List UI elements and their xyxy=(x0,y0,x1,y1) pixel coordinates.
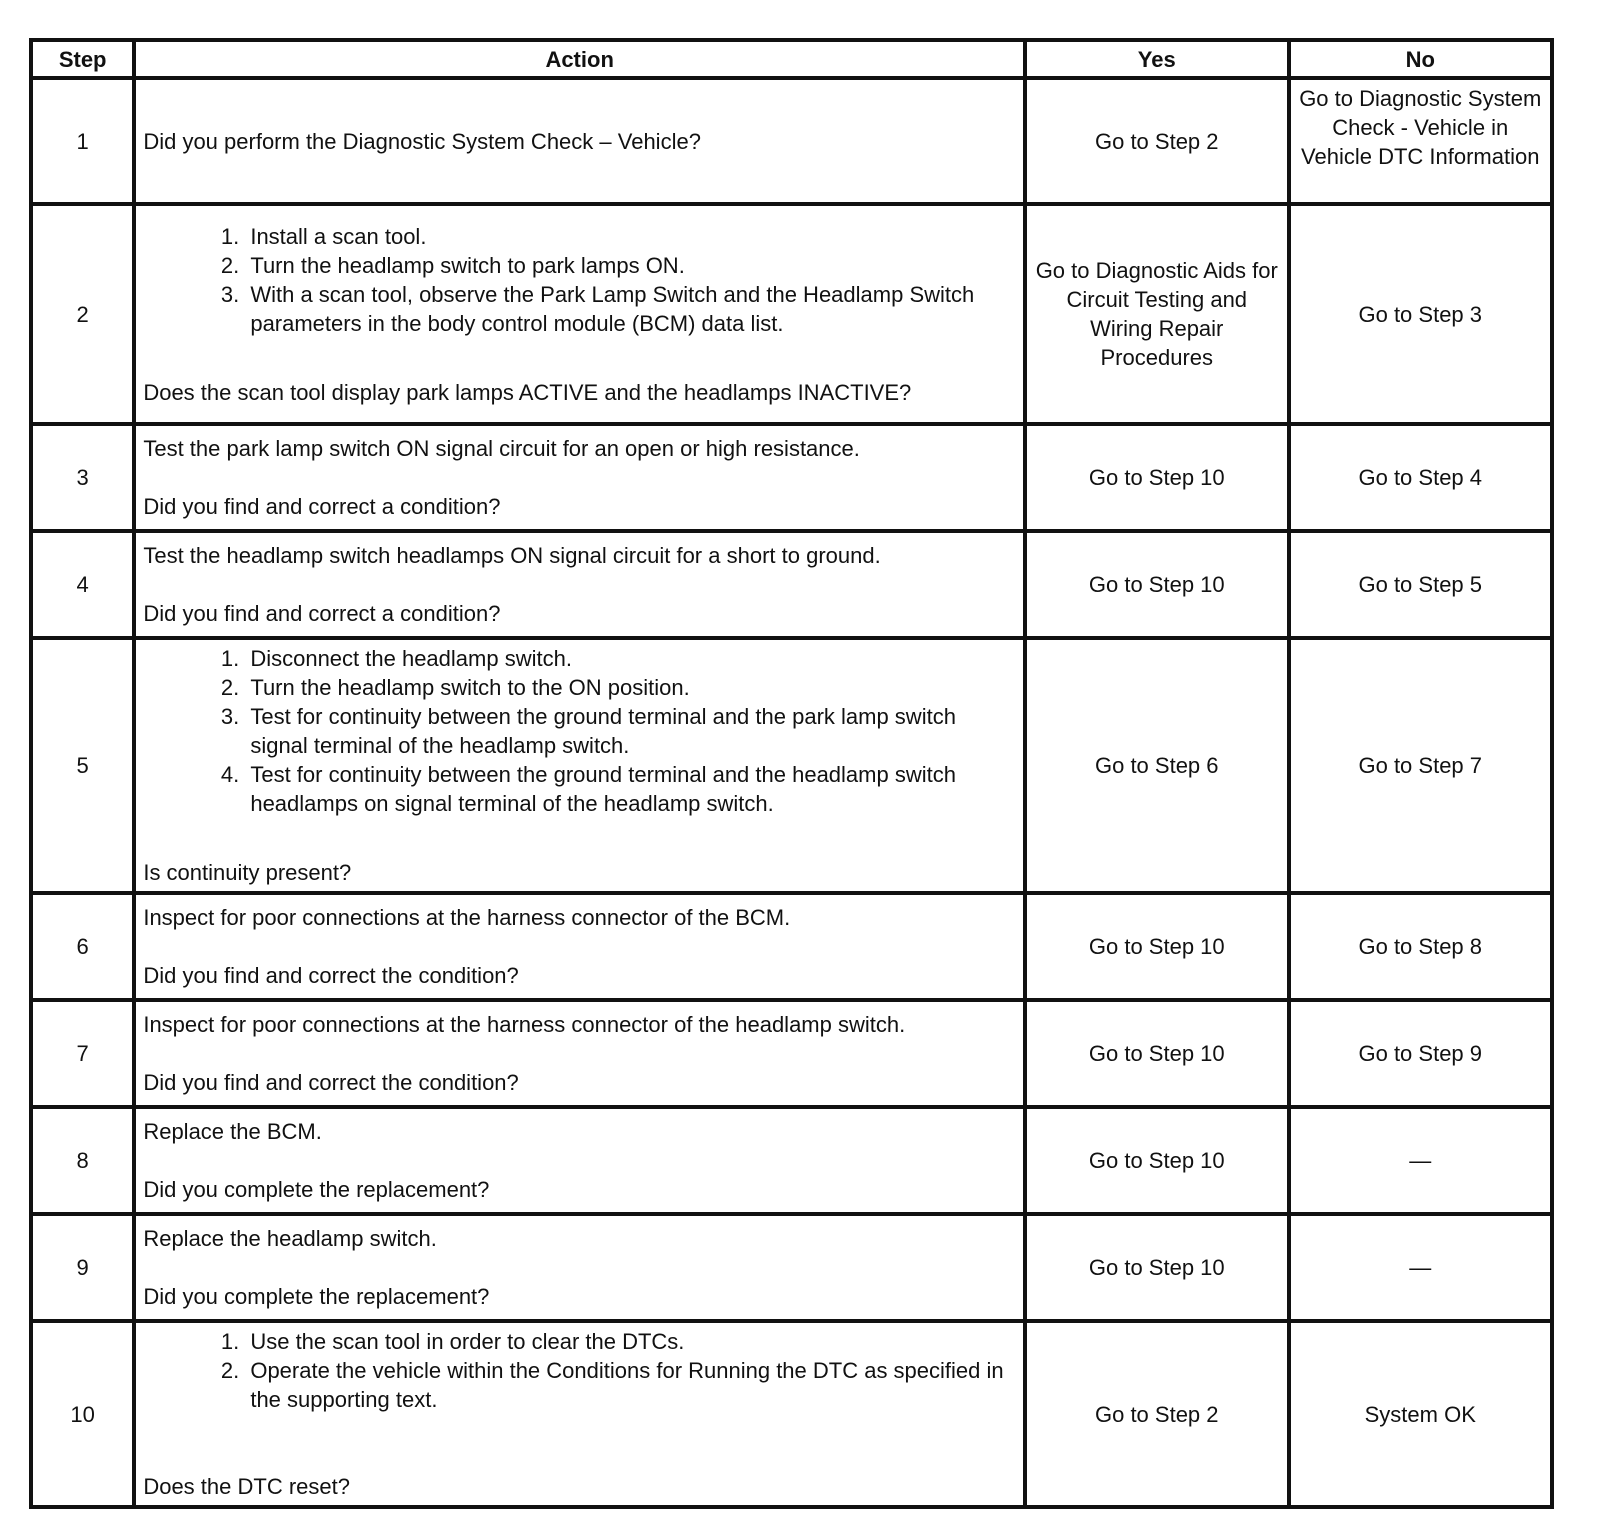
no-cell: Go to Step 4 xyxy=(1289,424,1553,531)
header-step: Step xyxy=(31,40,134,78)
action-question: Did you find and correct the condition? xyxy=(143,1070,519,1095)
action-question: Is continuity present? xyxy=(143,860,352,885)
no-cell: — xyxy=(1289,1107,1553,1214)
no-cell: Go to Step 3 xyxy=(1289,204,1553,424)
table-row xyxy=(31,204,1552,424)
step-number: 3 xyxy=(31,424,134,531)
action-cell xyxy=(134,1107,1025,1214)
table-row xyxy=(31,1321,1552,1507)
step-number: 1 xyxy=(31,78,134,204)
action-question: Did you find and correct the condition? xyxy=(143,963,519,988)
yes-cell: Go to Step 10 xyxy=(1025,1107,1288,1214)
action-step-item: 1. Disconnect the headlamp switch. xyxy=(245,644,1016,673)
action-question: Does the scan tool display park lamps ACTIVE and the headlamps INACTIVE? xyxy=(143,379,912,405)
action-step-item: 3. Test for continuity between the ground terminal and the park lamp switch signal terminal of the headlamp switch. xyxy=(245,702,1016,760)
action-cell xyxy=(134,1000,1025,1107)
table-row xyxy=(31,1107,1552,1214)
yes-cell: Go to Step 10 xyxy=(1025,893,1288,1000)
no-cell: — xyxy=(1289,1214,1553,1321)
action-step-item: 3. With a scan tool, observe the Park Lamp Switch and the Headlamp Switch parameters in the body control module (BCM) data list. xyxy=(245,280,1016,338)
table-row xyxy=(31,424,1552,531)
action-question: Did you find and correct a condition? xyxy=(143,494,501,519)
header-action: Action xyxy=(134,40,1025,78)
step-number: 9 xyxy=(31,1214,134,1321)
yes-cell: Go to Step 6 xyxy=(1025,638,1288,893)
yes-cell: Go to Step 2 xyxy=(1025,1321,1288,1507)
no-cell: System OK xyxy=(1289,1321,1553,1507)
action-step-item: 1. Use the scan tool in order to clear the DTCs. xyxy=(245,1327,1016,1356)
yes-cell: Go to Step 10 xyxy=(1025,531,1288,638)
action-question: Did you complete the replacement? xyxy=(143,1177,490,1202)
action-cell xyxy=(134,531,1025,638)
action-instruction: Replace the headlamp switch. xyxy=(143,1226,437,1251)
action-cell xyxy=(134,1321,1025,1507)
action-cell xyxy=(134,204,1025,424)
yes-cell: Go to Step 10 xyxy=(1025,424,1288,531)
action-question: Did you find and correct a condition? xyxy=(143,601,501,626)
action-instruction: Replace the BCM. xyxy=(143,1119,322,1144)
table-row xyxy=(31,638,1552,893)
action-step-item: 2. Turn the headlamp switch to the ON position. xyxy=(245,673,1016,702)
step-number: 4 xyxy=(31,531,134,638)
step-number: 10 xyxy=(31,1321,134,1507)
table-row xyxy=(31,531,1552,638)
no-cell: Go to Step 8 xyxy=(1289,893,1553,1000)
action-step-item: 4. Test for continuity between the ground terminal and the headlamp switch headlamps on signal terminal of the headlamp switch. xyxy=(245,760,1016,818)
action-question: Did you complete the replacement? xyxy=(143,1284,490,1309)
action-cell xyxy=(134,638,1025,893)
action-steps-list xyxy=(143,644,1016,818)
action-instruction: Inspect for poor connections at the harness connector of the BCM. xyxy=(143,905,791,930)
step-number: 8 xyxy=(31,1107,134,1214)
action-question: Does the DTC reset? xyxy=(143,1474,350,1499)
header-no: No xyxy=(1289,40,1553,78)
table-row xyxy=(31,893,1552,1000)
step-number: 2 xyxy=(31,204,134,424)
action-cell xyxy=(134,78,1025,204)
no-cell: Go to Step 7 xyxy=(1289,638,1553,893)
action-cell xyxy=(134,893,1025,1000)
action-step-item: 2. Turn the headlamp switch to park lamps ON. xyxy=(245,251,1016,280)
yes-cell: Go to Step 2 xyxy=(1025,78,1288,204)
table-row xyxy=(31,1000,1552,1107)
no-cell: Go to Step 9 xyxy=(1289,1000,1553,1107)
action-step-item: 1. Install a scan tool. xyxy=(245,222,1016,251)
step-number: 6 xyxy=(31,893,134,1000)
action-steps-list xyxy=(143,222,1016,338)
table-row xyxy=(31,78,1552,204)
diagnostic-table xyxy=(29,38,1554,1509)
action-cell xyxy=(134,1214,1025,1321)
action-question: Did you perform the Diagnostic System Check – Vehicle? xyxy=(143,128,701,154)
yes-cell: Go to Step 10 xyxy=(1025,1214,1288,1321)
action-instruction: Test the park lamp switch ON signal circuit for an open or high resistance. xyxy=(143,436,860,461)
no-cell: Go to Diagnostic System Check - Vehicle in Vehicle DTC Information xyxy=(1289,78,1553,204)
step-number: 7 xyxy=(31,1000,134,1107)
no-cell: Go to Step 5 xyxy=(1289,531,1553,638)
header-yes: Yes xyxy=(1025,40,1288,78)
table-header-row xyxy=(31,40,1552,78)
table-row xyxy=(31,1214,1552,1321)
action-instruction: Test the headlamp switch headlamps ON signal circuit for a short to ground. xyxy=(143,543,881,568)
yes-cell: Go to Diagnostic Aids for Circuit Testing and Wiring Repair Procedures xyxy=(1025,204,1288,424)
action-steps-list xyxy=(143,1327,1016,1414)
yes-cell: Go to Step 10 xyxy=(1025,1000,1288,1107)
step-number: 5 xyxy=(31,638,134,893)
action-instruction: Inspect for poor connections at the harness connector of the headlamp switch. xyxy=(143,1012,906,1037)
action-cell xyxy=(134,424,1025,531)
action-step-item: 2. Operate the vehicle within the Conditions for Running the DTC as specified in the supporting text. xyxy=(245,1356,1016,1414)
